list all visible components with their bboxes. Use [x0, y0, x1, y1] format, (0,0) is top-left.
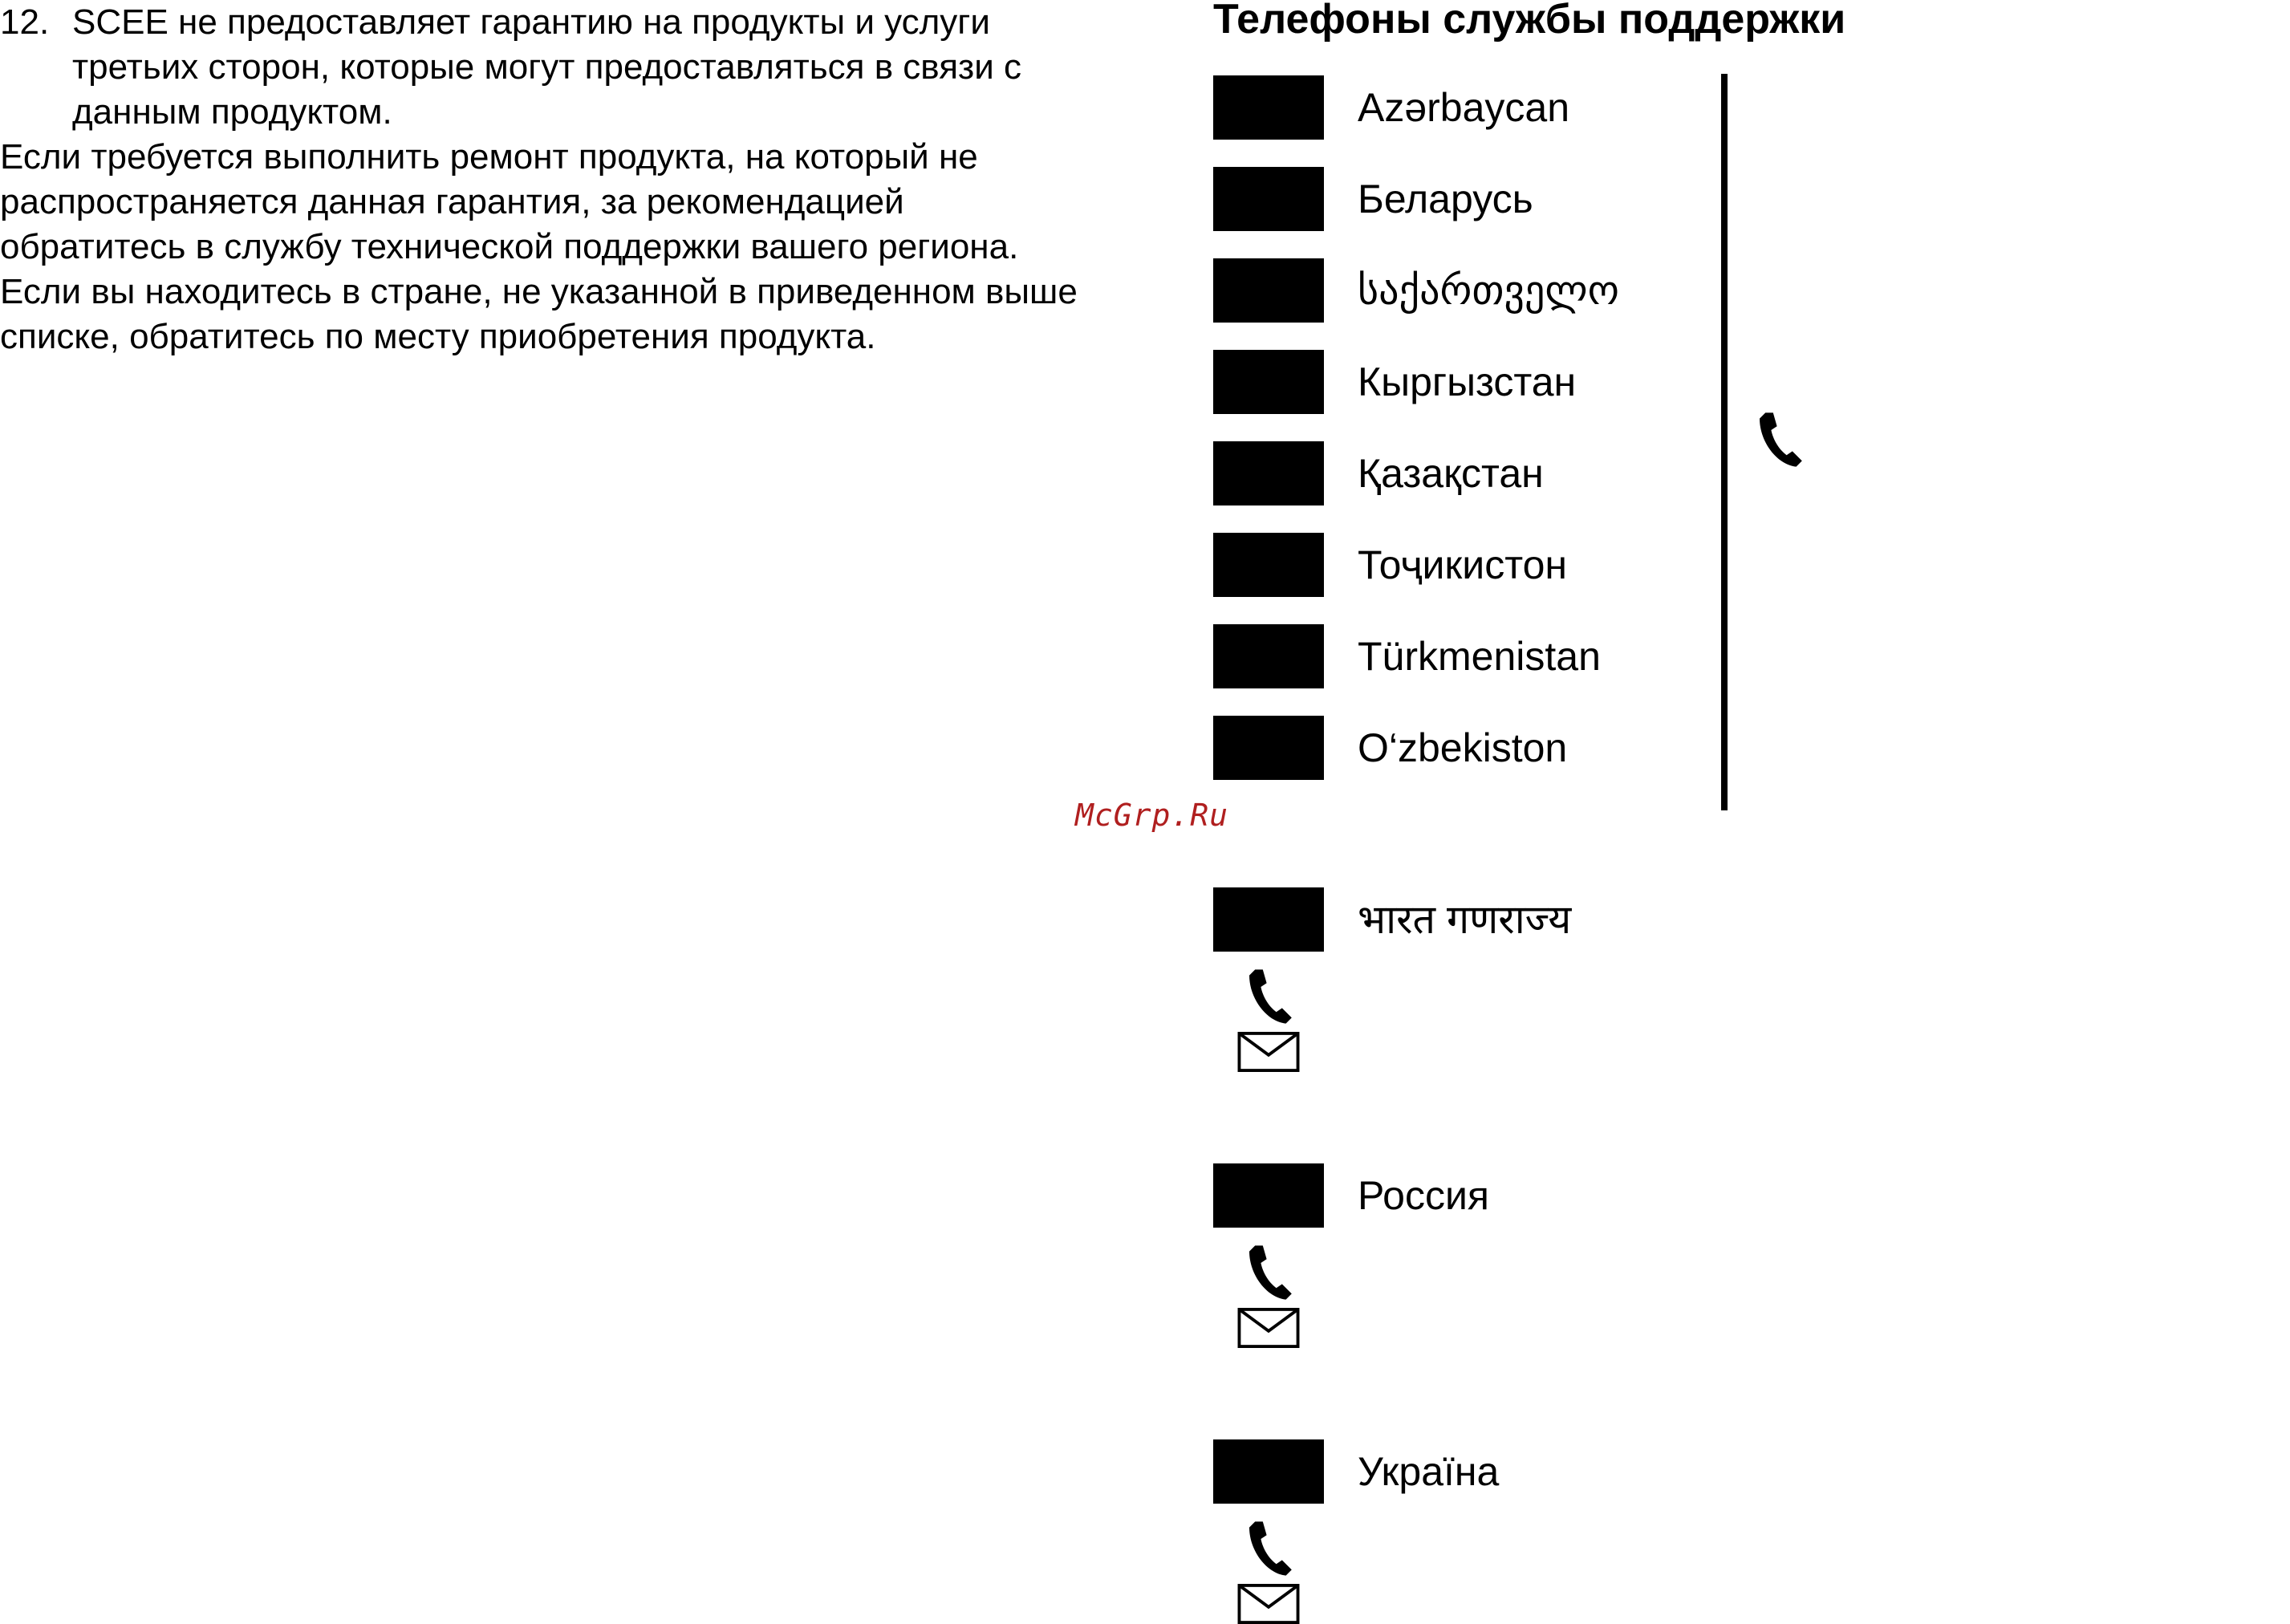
phone-icon — [1245, 968, 1292, 1025]
country-block-india — [1213, 887, 1775, 1072]
country-name: საქართველო — [1358, 268, 1619, 313]
list-item-text: SCEE не предоставляет гарантию на продукты и услуги третьих сторон, которые могут предоставляться в связи с данным продуктом. — [72, 2, 1021, 132]
flag-placeholder — [1213, 624, 1324, 688]
country-row-russia — [1213, 1163, 1775, 1228]
phone-icon — [1245, 1244, 1292, 1301]
flag-placeholder — [1213, 441, 1324, 505]
phone-icon — [1245, 1520, 1292, 1577]
country-group-list — [1213, 75, 1727, 807]
flag-placeholder — [1213, 350, 1324, 414]
warranty-text — [0, 0, 1091, 359]
watermark: McGrp.Ru — [1075, 798, 1229, 833]
country-row-kazakhstan — [1213, 441, 1727, 505]
country-name: Azərbaycan — [1358, 85, 1570, 130]
flag-placeholder — [1213, 533, 1324, 597]
country-name: भारत गणराज्य — [1358, 897, 1572, 942]
country-row-turkmenistan — [1213, 624, 1727, 688]
country-block-russia — [1213, 1163, 1775, 1348]
country-name: Тоҷикистон — [1358, 542, 1567, 587]
flag-placeholder — [1213, 887, 1324, 952]
flag-placeholder — [1213, 716, 1324, 780]
list-item-12 — [0, 0, 1091, 135]
support-heading: Телефоны службы поддержки — [1213, 0, 1846, 43]
country-name: O‘zbekiston — [1358, 725, 1568, 770]
country-block-ukraine — [1213, 1439, 1775, 1624]
repair-paragraph: Если требуется выполнить ремонт продукта, на который не распространяется данная гарантия, за рекомендацией обратитесь в службу технической поддержки вашего региона. Если вы находитесь в стране, не указанной в приведенном выше списке, обратитесь по месту приобретения продукта. — [0, 137, 1078, 356]
country-row-georgia — [1213, 258, 1727, 323]
country-row-ukraine — [1213, 1439, 1775, 1504]
flag-placeholder — [1213, 258, 1324, 323]
list-item-number: 12. — [0, 2, 50, 42]
country-row-azerbaijan — [1213, 75, 1727, 140]
country-row-belarus — [1213, 167, 1727, 231]
flag-placeholder — [1213, 1163, 1324, 1228]
country-name: Кыргызстан — [1358, 359, 1577, 404]
country-name: Україна — [1358, 1449, 1500, 1494]
envelope-icon — [1237, 1584, 1300, 1624]
country-row-kyrgyzstan — [1213, 350, 1727, 414]
country-row-india — [1213, 887, 1775, 952]
flag-placeholder — [1213, 1439, 1324, 1504]
flag-placeholder — [1213, 167, 1324, 231]
country-row-tajikistan — [1213, 533, 1727, 597]
country-name: Қазақстан — [1358, 451, 1544, 496]
country-name: Россия — [1358, 1173, 1489, 1218]
flag-placeholder — [1213, 75, 1324, 140]
country-name: Беларусь — [1358, 177, 1533, 221]
country-name: Türkmenistan — [1358, 634, 1601, 679]
envelope-icon — [1237, 1308, 1300, 1348]
group-bracket-line — [1721, 74, 1728, 810]
country-row-uzbekistan — [1213, 716, 1727, 780]
phone-icon — [1756, 411, 1802, 469]
envelope-icon — [1237, 1032, 1300, 1072]
